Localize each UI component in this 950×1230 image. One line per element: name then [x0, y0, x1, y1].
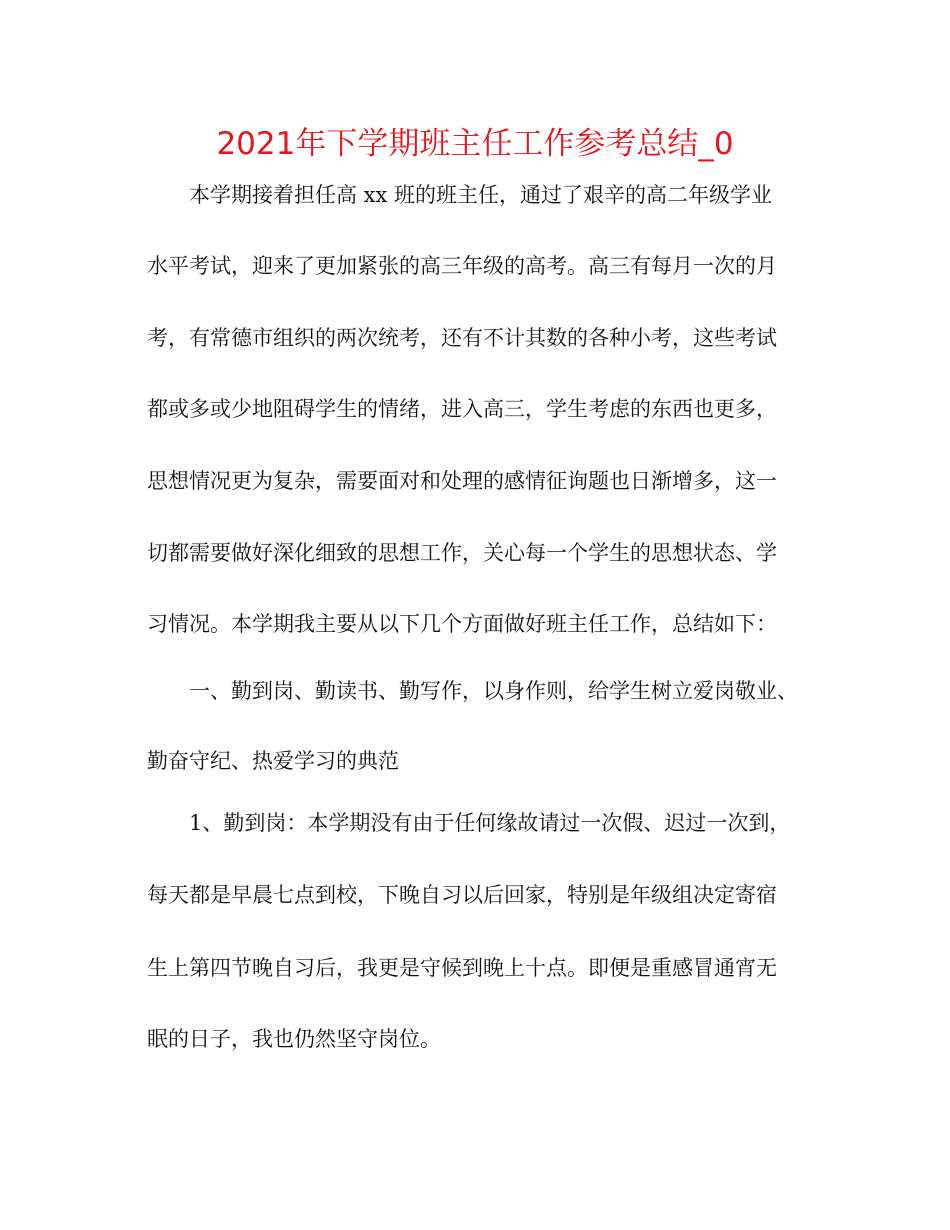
- paragraph-line: 切都需要做好深化细致的思想工作，关心每一个学生的思想状态、学: [147, 541, 777, 565]
- paragraph-line: 思想情况更为复杂，需要面对和处理的感情征询题也日渐增多，这一: [147, 469, 777, 493]
- paragraph-line: 都或多或少地阻碍学生的情绪，进入高三，学生考虑的东西也更多，: [147, 397, 777, 421]
- paragraph-line: 生上第四节晚自习后，我更是守候到晚上十点。即便是重感冒通宵无: [147, 956, 777, 980]
- section-heading-line: 勤奋守纪、热爱学习的典范: [147, 749, 399, 773]
- paragraph-line: 每天都是早晨七点到校，下晚自习以后回家，特别是年级组决定寄宿: [147, 883, 777, 907]
- document-title: 2021年下学期班主任工作参考总结_0: [216, 126, 734, 162]
- paragraph-line: 眠的日子，我也仍然坚守岗位。: [147, 1027, 441, 1051]
- paragraph-line: 水平考试，迎来了更加紧张的高三年级的高考。高三有每月一次的月: [147, 254, 777, 278]
- section-heading-line: 一、勤到岗、勤读书、勤写作，以身作则，给学生树立爱岗敬业、: [189, 679, 798, 703]
- paragraph-line: 考，有常德市组织的两次统考，还有不计其数的各种小考，这些考试: [147, 326, 777, 350]
- paragraph-line: 习情况。本学期我主要从以下几个方面做好班主任工作，总结如下：: [147, 612, 777, 636]
- paragraph-line: 本学期接着担任高 xx 班的班主任，通过了艰辛的高二年级学业: [189, 183, 773, 207]
- paragraph-line: 1、勤到岗：本学期没有由于任何缘故请过一次假、迟过一次到，: [189, 811, 791, 835]
